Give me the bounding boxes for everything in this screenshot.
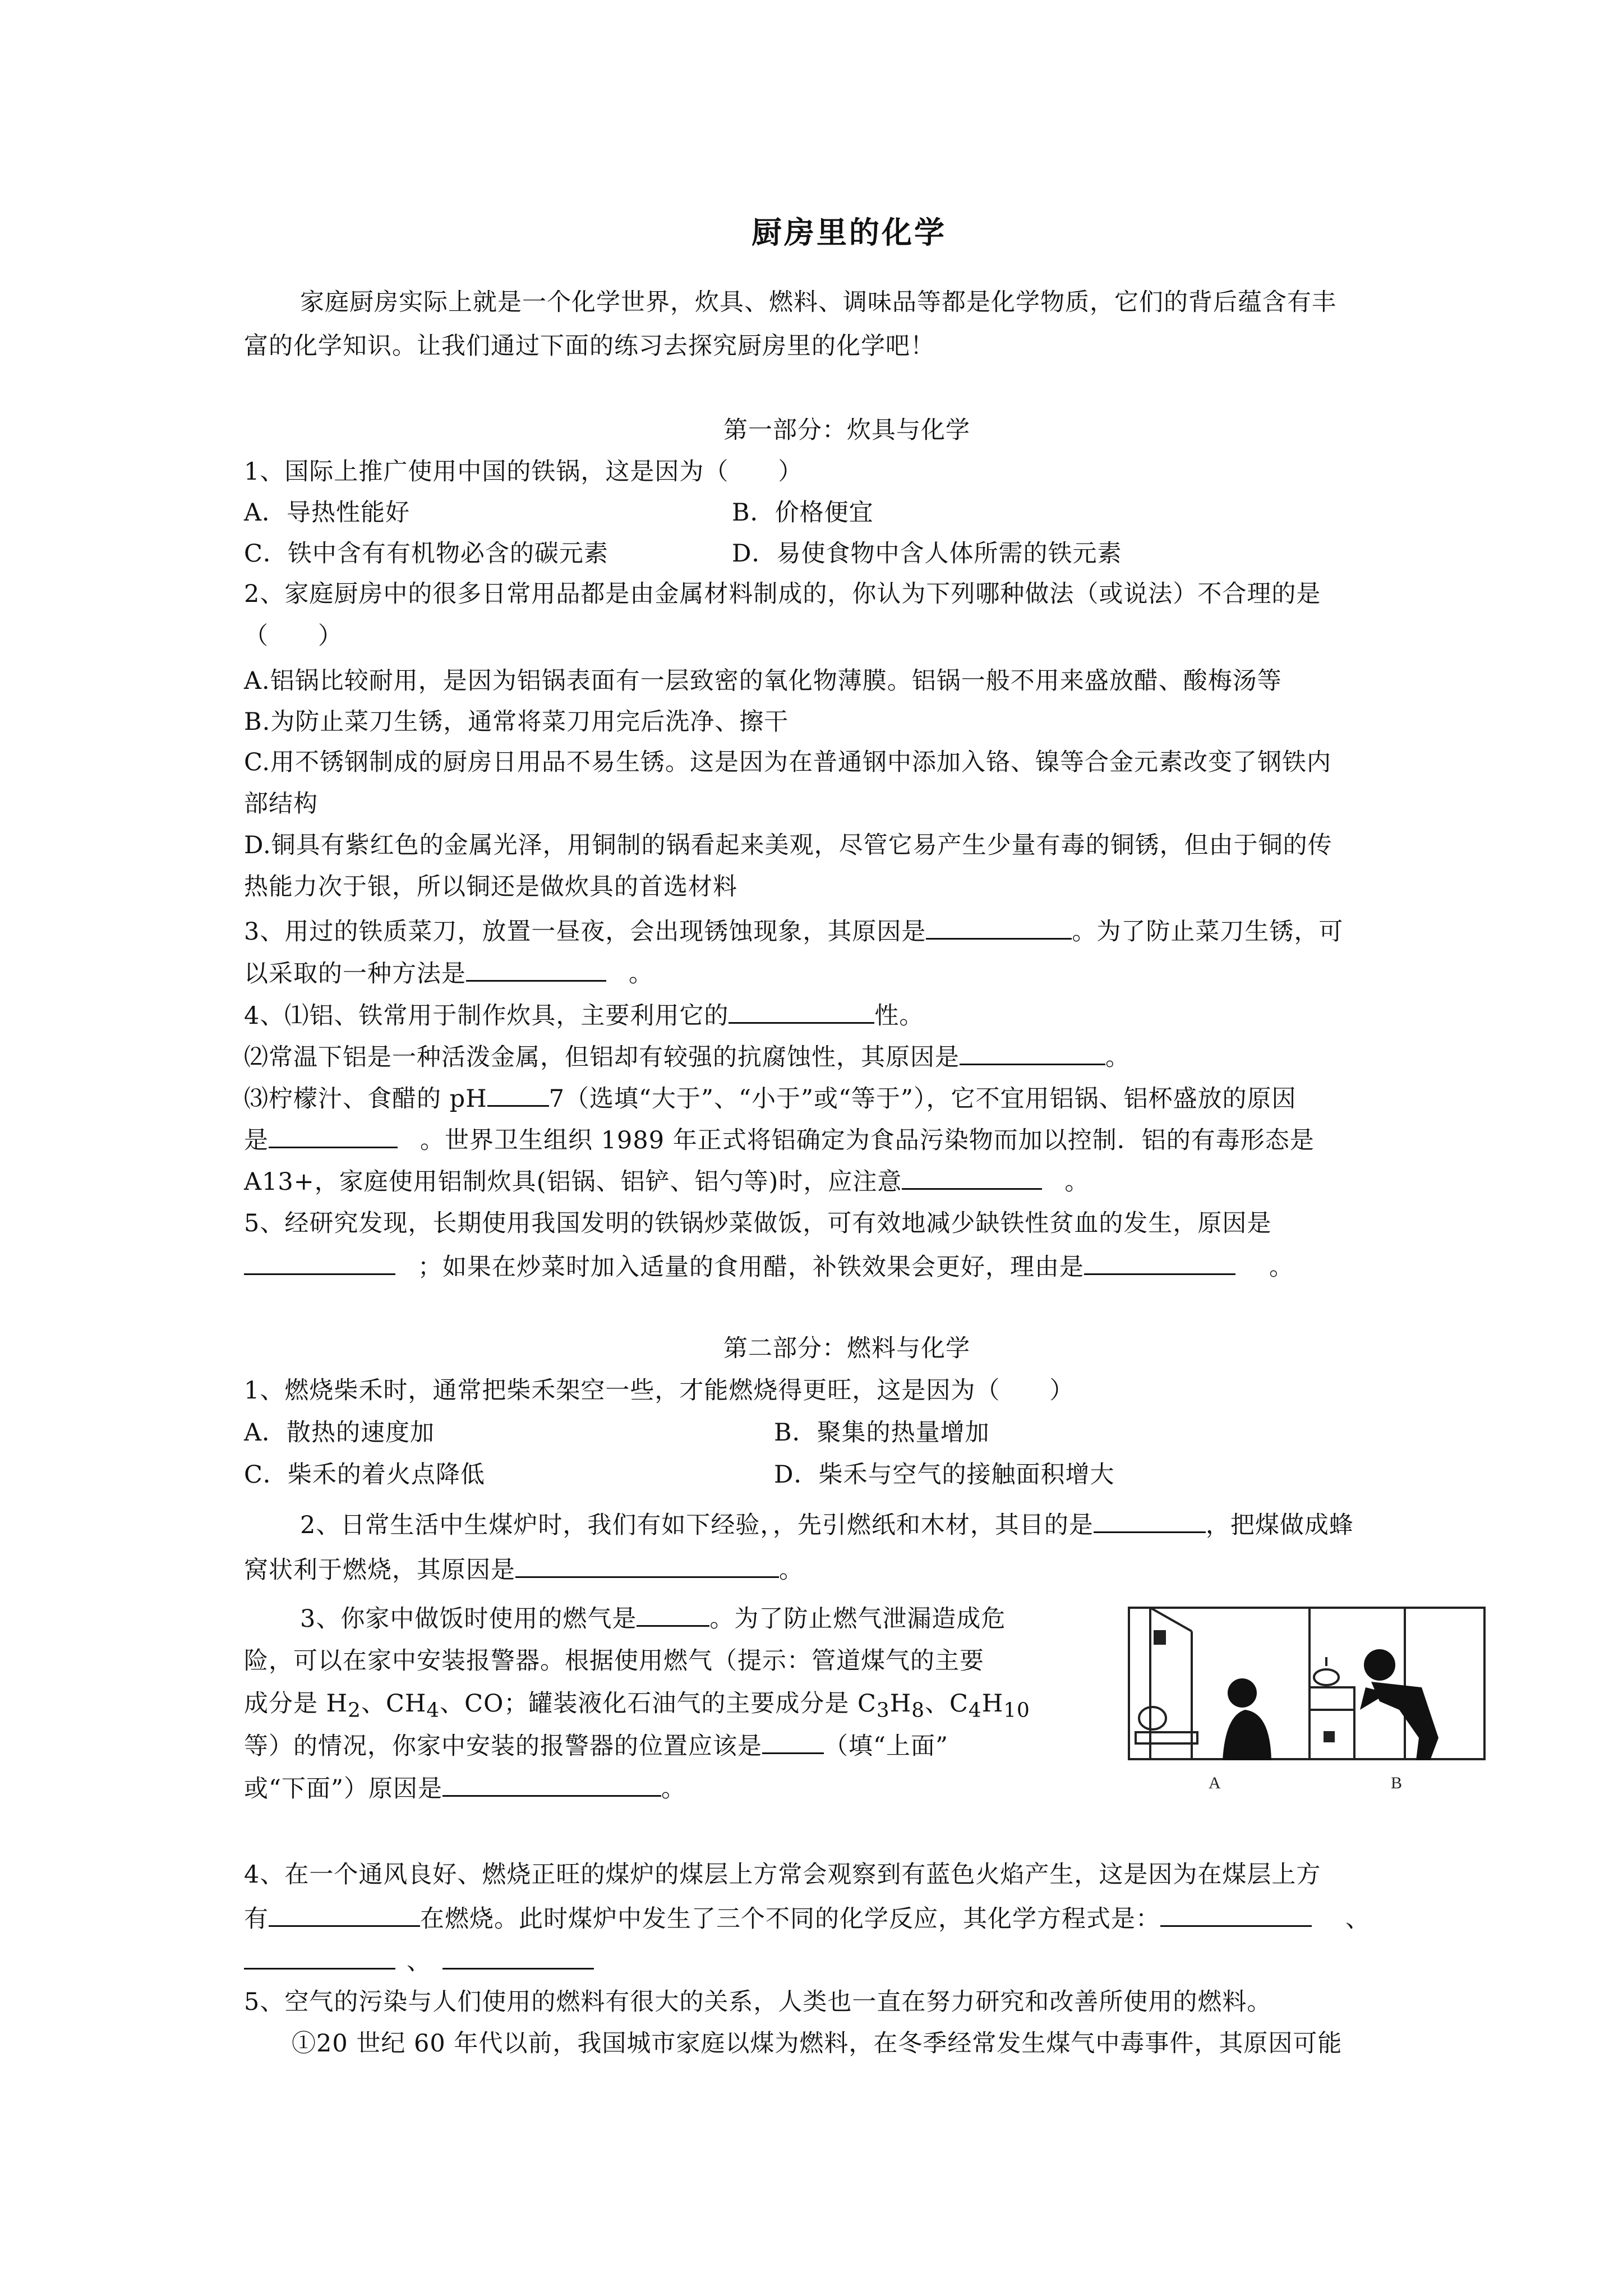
- answer-blank[interactable]: [902, 1165, 1042, 1190]
- p2-q3-line3: 成分是 $H_2$、$CH_4$、CO；罐装液化石油气的主要成分是 $C_3H_8$、$C_4H_{10}$: [244, 1690, 1030, 1722]
- answer-blank[interactable]: [1084, 1250, 1235, 1275]
- p1-q2-paren: （ ）: [244, 622, 343, 650]
- answer-blank[interactable]: [926, 914, 1072, 940]
- p1-q1-option-b: B．价格便宜: [732, 499, 874, 527]
- answer-blank[interactable]: [1094, 1508, 1206, 1533]
- alarm-b-icon: [1324, 1731, 1335, 1742]
- p1-q4-line3: ⑶柠檬汁、食醋的 pH 7（选填“大于”、“小于”或“等于”），它不宜用铝锅、铝杯盛放的原因: [244, 1082, 1296, 1115]
- p2-q3-line5: 或“下面”）原因是 。: [244, 1772, 686, 1805]
- answer-blank[interactable]: [466, 956, 606, 982]
- answer-blank[interactable]: [269, 1902, 420, 1927]
- p2-q5-line1: 5、空气的污染与人们使用的燃料有很大的关系，人类也一直在努力研究和改善所使用的燃料。: [244, 1988, 1272, 2016]
- p1-q1-option-c: C．铁中含有有机物必含的碳元素: [244, 540, 608, 568]
- answer-blank[interactable]: [244, 1250, 395, 1275]
- p2-q1-option-b: B．聚集的热量增加: [774, 1419, 990, 1447]
- p1-q2-option-d-line2: 热能力次于银，所以铜还是做炊具的首选材料: [244, 873, 737, 901]
- p2-q1-option-c: C．柴禾的着火点降低: [244, 1461, 485, 1489]
- p1-q2-option-a: A.铝锅比较耐用，是因为铝锅表面有一层致密的氧化物薄膜。铝锅一般不用来盛放醋、酸梅汤等: [244, 667, 1282, 695]
- kitchen-alarm-figure: [1124, 1603, 1489, 1794]
- answer-blank[interactable]: [442, 1944, 594, 1970]
- p2-q3-line2: 险，可以在家中安装报警器。根据使用燃气（提示：管道煤气的主要: [244, 1647, 984, 1675]
- answer-blank[interactable]: [442, 1772, 661, 1797]
- p2-q4-line2: 有 在燃烧。此时煤炉中发生了三个不同的化学反应，其化学方程式是： 、: [244, 1902, 1370, 1935]
- alarm-a-icon: [1154, 1630, 1166, 1645]
- p1-q2-stem: 2、家庭厨房中的很多日常用品都是由金属材料制成的，你认为下列哪种做法（或说法）不合理的是: [244, 580, 1321, 608]
- p1-q2-option-d-line1: D.铜具有紫红色的金属光泽，用铜制的锅看起来美观，尽管它易产生少量有毒的铜锈，但由于铜的传: [244, 831, 1332, 859]
- p1-q1-option-a: A．导热性能好: [244, 499, 411, 527]
- answer-blank[interactable]: [269, 1123, 398, 1148]
- p1-q5-line1: 5、经研究发现，长期使用我国发明的铁锅炒菜做饭，可有效地减少缺铁性贫血的发生，原因是: [244, 1209, 1272, 1237]
- answer-blank[interactable]: [487, 1082, 549, 1107]
- p1-q5-line2: ；如果在炒菜时加入适量的食用醋，补铁效果会更好，理由是 。: [244, 1250, 1294, 1283]
- part1-heading: 第一部分：炊具与化学: [723, 416, 970, 444]
- p1-q2-option-c-line2: 部结构: [244, 790, 318, 818]
- p2-q2-line1: 2、日常生活中生煤炉时，我们有如下经验，，先引燃纸和木材，其目的是 ，把煤做成蜂: [300, 1508, 1354, 1542]
- p1-q3-line1: 3、用过的铁质菜刀，放置一昼夜，会出现锈蚀现象，其原因是 。为了防止菜刀生锈，可: [244, 914, 1343, 948]
- p2-q1-option-a: A．散热的速度加: [244, 1419, 435, 1447]
- p2-q2-line2: 窝状利于燃烧，其原因是 。: [244, 1553, 804, 1586]
- p2-q3-line4: 等）的情况，你家中安装的报警器的位置应该是 （填“上面”: [244, 1729, 948, 1763]
- intro-line-1: 家庭厨房实际上就是一个化学世界，炊具、燃料、调味品等都是化学物质，它们的背后蕴含有丰: [300, 288, 1336, 316]
- p1-q1-stem: 1、国际上推广使用中国的铁锅，这是因为（ ）: [244, 458, 803, 486]
- p1-q1-option-d: D．易使食物中含人体所需的铁元素: [732, 540, 1122, 568]
- answer-blank[interactable]: [762, 1729, 824, 1754]
- p1-q2-option-b: B.为防止菜刀生锈，通常将菜刀用完后洗净、擦干: [244, 708, 789, 736]
- answer-blank[interactable]: [637, 1602, 709, 1627]
- figure-label-a: A: [1209, 1774, 1221, 1792]
- p2-q4-line3: 、: [244, 1944, 594, 1978]
- answer-blank[interactable]: [960, 1040, 1105, 1065]
- p2-q1-stem: 1、燃烧柴禾时，通常把柴禾架空一些，才能燃烧得更旺，这是因为（ ）: [244, 1377, 1075, 1405]
- answer-blank[interactable]: [1160, 1902, 1312, 1927]
- p2-q1-option-d: D．柴禾与空气的接触面积增大: [774, 1461, 1115, 1489]
- answer-blank[interactable]: [515, 1553, 779, 1578]
- p2-q5-line2: ①20 世纪 60 年代以前，我国城市家庭以煤为燃料，在冬季经常发生煤气中毒事件，其原因可能: [292, 2030, 1343, 2058]
- page-title: 厨房里的化学: [751, 214, 947, 250]
- p1-q3-line2: 以采取的一种方法是 。: [244, 956, 653, 990]
- p1-q4-line5: A13+，家庭使用铝制炊具(铝锅、铝铲、铝勺等)时，应注意 。: [244, 1165, 1089, 1198]
- answer-blank[interactable]: [728, 999, 874, 1024]
- answer-blank[interactable]: [244, 1944, 395, 1970]
- figure-label-b: B: [1391, 1774, 1403, 1792]
- p1-q2-option-c-line1: C.用不锈钢制成的厨房日用品不易生锈。这是因为在普通钢中添加入铬、镍等合金元素改变了钢铁内: [244, 748, 1332, 776]
- p2-q4-line1: 4、在一个通风良好、燃烧正旺的煤炉的煤层上方常会观察到有蓝色火焰产生，这是因为在煤层上方: [244, 1861, 1321, 1889]
- p1-q4-line4: 是 。世界卫生组织 1989 年正式将铝确定为食品污染物而加以控制．铝的有毒形态是: [244, 1123, 1315, 1157]
- intro-line-2: 富的化学知识。让我们通过下面的练习去探究厨房里的化学吧！: [244, 332, 935, 360]
- part2-heading: 第二部分：燃料与化学: [723, 1335, 970, 1363]
- p1-q4-line2: ⑵常温下铝是一种活泼金属，但铝却有较强的抗腐蚀性，其原因是 。: [244, 1040, 1130, 1074]
- p1-q4-line1: 4、⑴铝、铁常用于制作炊具，主要利用它的 性。: [244, 999, 924, 1032]
- p2-q3-line1: 3、你家中做饭时使用的燃气是 。为了防止燃气泄漏造成危: [300, 1602, 1006, 1635]
